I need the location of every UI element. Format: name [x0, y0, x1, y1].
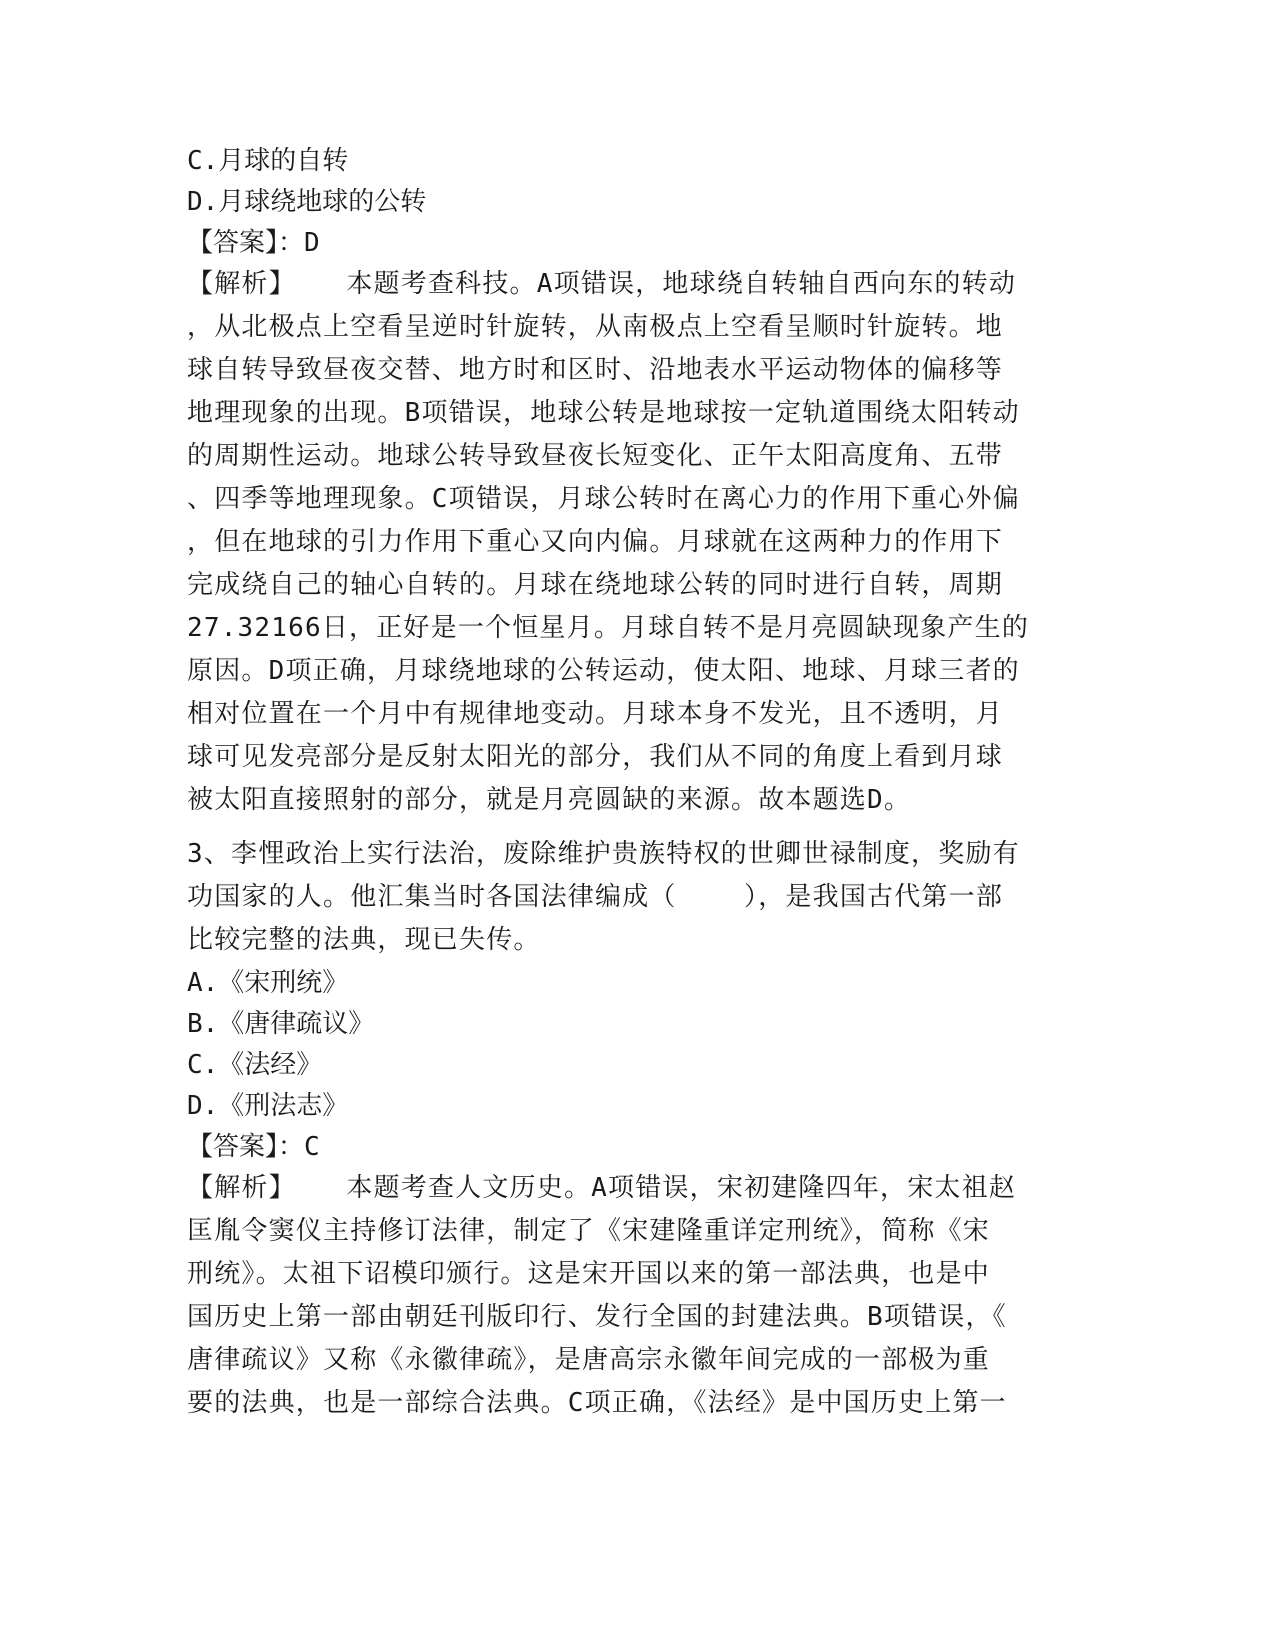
- q2-explanation-line: 完成绕自己的轴心自转的。月球在绕地球公转的同时进行自转，周期: [187, 570, 1004, 600]
- q2-explanation-line: 球可见发亮部分是反射太阳光的部分，我们从不同的角度上看到月球: [187, 742, 1004, 772]
- q2-option-d: D.月球绕地球的公转: [187, 187, 427, 217]
- q2-explanation-line: 被太阳直接照射的部分，就是月亮圆缺的来源。故本题选D。: [187, 785, 912, 815]
- q2-explanation-line: ，但在地球的引力作用下重心又向内偏。月球就在这两种力的作用下: [187, 527, 1004, 557]
- q2-explanation-line: 原因。D项正确，月球绕地球的公转运动，使太阳、地球、月球三者的: [187, 656, 1020, 686]
- q3-stem-line: 3、李悝政治上实行法治，废除维护贵族特权的世卿世禄制度，奖励有: [187, 839, 1020, 869]
- q2-explanation-line: ，从北极点上空看呈逆时针旋转，从南极点上空看呈顺时针旋转。地: [187, 312, 1004, 342]
- q3-explanation-line: 【解析】 本题考查人文历史。A项错误，宋初建隆四年，宋太祖赵: [187, 1173, 1017, 1203]
- q3-option-a: A.《宋刑统》: [187, 968, 349, 998]
- q3-explanation-line: 要的法典，也是一部综合法典。C项正确，《法经》是中国历史上第一: [187, 1388, 1007, 1418]
- q3-explanation-line: 刑统》。太祖下诏模印颁行。这是宋开国以来的第一部法典，也是中: [187, 1259, 991, 1289]
- q2-explanation-line: 27.32166日，正好是一个恒星月。月球自转不是月亮圆缺现象产生的: [187, 613, 1030, 643]
- q3-answer: 【答案】：C: [187, 1132, 320, 1162]
- q3-stem-line: 功国家的人。他汇集当时各国法律编成（ ），是我国古代第一部: [187, 882, 1004, 912]
- q3-option-c: C.《法经》: [187, 1050, 323, 1080]
- q3-explanation-line: 唐律疏议》又称《永徽律疏》，是唐高宗永徽年间完成的一部极为重: [187, 1345, 991, 1375]
- q2-option-c: C.月球的自转: [187, 146, 349, 176]
- q3-explanation-line: 匡胤令窦仪主持修订法律，制定了《宋建隆重详定刑统》，简称《宋: [187, 1216, 991, 1246]
- q2-explanation-line: 【解析】 本题考查科技。A项错误，地球绕自转轴自西向东的转动: [187, 269, 1017, 299]
- q2-explanation-line: 地理现象的出现。B项错误，地球公转是地球按一定轨道围绕太阳转动: [187, 398, 1020, 428]
- q3-stem-line: 比较完整的法典，现已失传。: [187, 925, 541, 955]
- q2-explanation-line: 球自转导致昼夜交替、地方时和区时、沿地表水平运动物体的偏移等: [187, 355, 1004, 385]
- q3-option-d: D.《刑法志》: [187, 1091, 349, 1121]
- q2-answer: 【答案】：D: [187, 228, 320, 258]
- q3-option-b: B.《唐律疏议》: [187, 1009, 375, 1039]
- q3-explanation-line: 国历史上第一部由朝廷刊版印行、发行全国的封建法典。B项错误，《: [187, 1302, 1007, 1332]
- q2-explanation-line: 相对位置在一个月中有规律地变动。月球本身不发光，且不透明，月: [187, 699, 1004, 729]
- q2-explanation-line: 、四季等地理现象。C项错误，月球公转时在离心力的作用下重心外偏: [187, 484, 1020, 514]
- q2-explanation-line: 的周期性运动。地球公转导致昼夜长短变化、正午太阳高度角、五带: [187, 441, 1004, 471]
